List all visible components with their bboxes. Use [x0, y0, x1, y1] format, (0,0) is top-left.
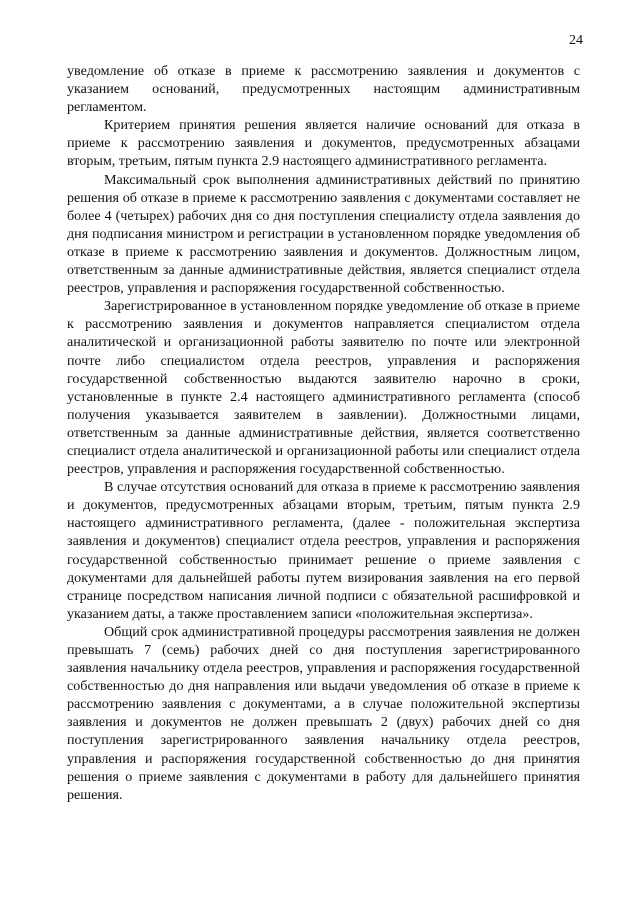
- paragraph-5: В случае отсутствия оснований для отказа в приеме к рассмотрению заявления и документов, предусмотренных абзацами вторым, третьим, пятым пункта 2.9 настоящего административного регламента, (далее - положительная экспертиза заявления и документов) специалист отдела реестров, управления и распоряжения государственной собственностью принимает решение о приеме заявления с документами для дальнейшей работы путем визирования заявления на его первой странице посредством написания личной подписи с обязательной расшифровкой и указанием даты, а также проставлением записи «положительная экспертиза».: [67, 479, 580, 622]
- paragraph-4: Зарегистрированное в установленном порядке уведомление об отказе в приеме к рассмотрению заявления и документов направляется специалистом отдела аналитической и организационной работы заявителю по почте или электронной почте либо специалистом отдела реестров, управления и распоряжения государственной собственностью выдаются заявителю нарочно в сроки, установленные в пункте 2.4 настоящего административного регламента (способ получения указывается заявителем в заявлении). Должностными лицами, ответственным за данные административные действия, является соответственно специалист отдела аналитической и организационной работы или специалист отдела реестров, управления и распоряжения государственной собственностью.: [67, 298, 580, 478]
- paragraph-6: Общий срок административной процедуры рассмотрения заявления не должен превышать 7 (семь) рабочих дней со дня поступления зарегистрированного заявления начальнику отдела реестров, управления и распоряжения государственной собственностью до дня направления или выдачи уведомления об отказе в приеме к рассмотрению заявления с документами, а в случае положительной экспертизы заявления и документов не должен превышать 2 (двух) рабочих дней со дня поступления зарегистрированного заявления начальнику отдела реестров, управления и распоряжения государственной собственностью до дня принятия решения о приеме заявления с документами в работу для дальнейшего принятия решения.: [67, 623, 580, 803]
- document-body: [67, 62, 580, 804]
- paragraph-1: уведомление об отказе в приеме к рассмотрению заявления и документов с указанием оснований, предусмотренных настоящим административным регламентом.: [67, 63, 580, 116]
- paragraph-2: Критерием принятия решения является наличие оснований для отказа в приеме к рассмотрению заявления и документов, предусмотренных абзацами вторым, третьим, пятым пункта 2.9 настоящего административного регламента.: [67, 117, 580, 170]
- paragraph-3: Максимальный срок выполнения административных действий по принятию решения об отказе в приеме к рассмотрению заявления с документами составляет не более 4 (четырех) рабочих дня со дня поступления специалисту отдела заявления до дня подписания министром и регистрации в установленном порядке уведомления об отказе в приеме к рассмотрению заявления и документов. Должностным лицом, ответственным за данные административные действия, является специалист отдела реестров, управления и распоряжения государственной собственностью.: [67, 171, 580, 297]
- page-number: 24: [569, 33, 583, 48]
